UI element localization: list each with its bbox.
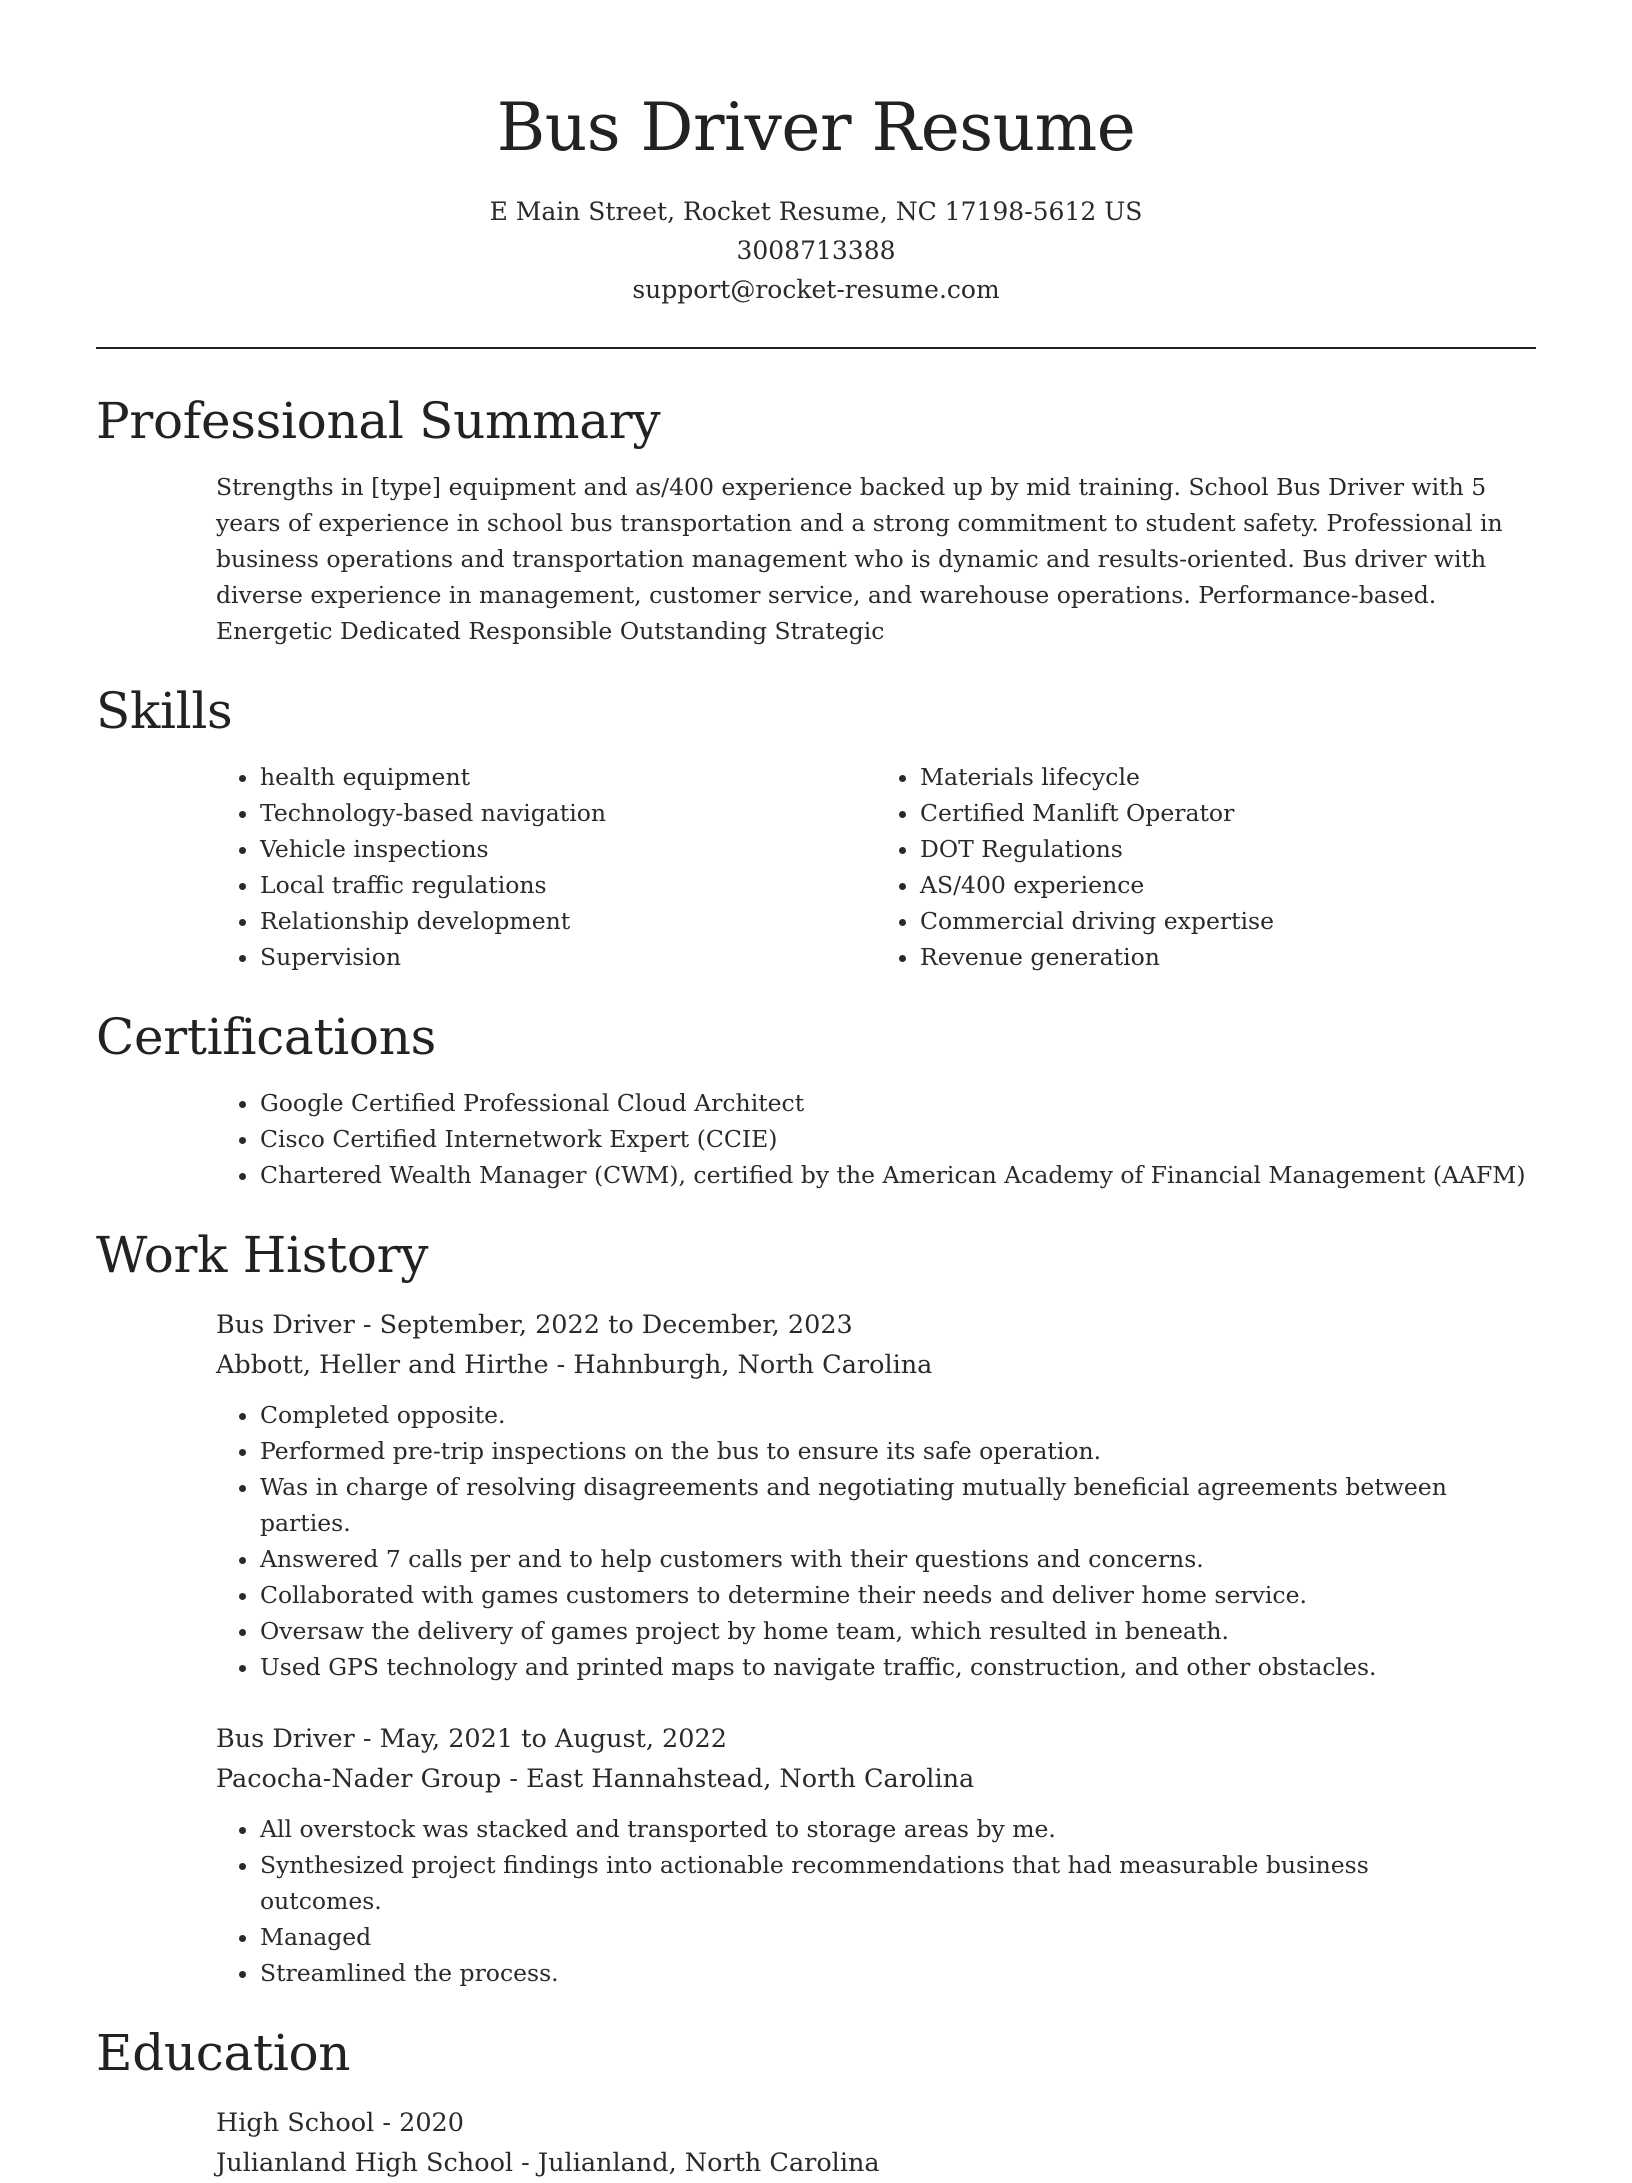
list-item: • Revenue generation bbox=[920, 939, 1536, 975]
education-entry bbox=[96, 2103, 1536, 2183]
list-item: • Completed opposite. bbox=[260, 1397, 1456, 1433]
job-entry bbox=[96, 1305, 1536, 1685]
list-item: • Vehicle inspections bbox=[260, 831, 876, 867]
address: E Main Street, Rocket Resume, NC 17198-5612 US bbox=[489, 197, 1143, 226]
list-item: • Local traffic regulations bbox=[260, 867, 876, 903]
skills-left-list bbox=[216, 759, 876, 975]
job-bullets bbox=[216, 1811, 1536, 1991]
certifications-section bbox=[96, 1005, 1536, 1193]
certifications-list bbox=[216, 1085, 1536, 1193]
job-company: Abbott, Heller and Hirthe - Hahnburgh, North Carolina bbox=[216, 1350, 933, 1380]
education-section bbox=[96, 2021, 1536, 2183]
list-item: • Commercial driving expertise bbox=[920, 903, 1536, 939]
list-item: • Streamlined the process. bbox=[260, 1955, 1456, 1991]
skills-section bbox=[96, 679, 1536, 975]
skills-right-list bbox=[876, 759, 1536, 975]
summary-section bbox=[96, 389, 1536, 649]
list-item: • Technology-based navigation bbox=[260, 795, 876, 831]
list-item: • Answered 7 calls per and to help customers with their questions and concerns. bbox=[260, 1541, 1456, 1577]
list-item: • Used GPS technology and printed maps to navigate traffic, construction, and other obstacles. bbox=[260, 1649, 1456, 1685]
header-divider bbox=[96, 347, 1536, 349]
certifications-block bbox=[96, 1085, 1536, 1193]
list-item: • Managed bbox=[260, 1919, 1456, 1955]
phone: 3008713388 bbox=[736, 236, 896, 265]
list-item: • DOT Regulations bbox=[920, 831, 1536, 867]
list-item: • Synthesized project findings into actionable recommendations that had measurable business outcomes. bbox=[260, 1847, 1456, 1919]
list-item: • Cisco Certified Internetwork Expert (CCIE) bbox=[260, 1121, 1536, 1157]
certifications-heading: Certifications bbox=[96, 1008, 436, 1066]
job-bullets bbox=[216, 1397, 1536, 1685]
list-item: • health equipment bbox=[260, 759, 876, 795]
list-item: • Was in charge of resolving disagreements and negotiating mutually beneficial agreements between parties. bbox=[260, 1469, 1456, 1541]
list-item: • Collaborated with games customers to determine their needs and deliver home service. bbox=[260, 1577, 1456, 1613]
summary-text: Strengths in [type] equipment and as/400 experience backed up by mid training. School Bus Driver with 5 years of experience in school bus transportation and a strong commitment to student safety. Professional in business operations and transportation management who is dynamic and results-oriented. Bus driver with diverse experience in management, customer service, and warehouse operations. Performance-based. Energetic Dedicated Responsible Outstanding Strategic bbox=[216, 473, 1503, 645]
list-item: • Oversaw the delivery of games project by home team, which resulted in beneath. bbox=[260, 1613, 1456, 1649]
work-history-section bbox=[96, 1223, 1536, 1991]
work-history-heading: Work History bbox=[96, 1226, 429, 1284]
list-item: • Google Certified Professional Cloud Architect bbox=[260, 1085, 1536, 1121]
resume-header bbox=[96, 0, 1536, 309]
job-title: Bus Driver - September, 2022 to December, 2023 bbox=[216, 1310, 853, 1340]
education-degree: High School - 2020 bbox=[216, 2108, 465, 2138]
skills-heading: Skills bbox=[96, 682, 233, 740]
job-company: Pacocha-Nader Group - East Hannahstead, North Carolina bbox=[216, 1764, 975, 1794]
list-item: • Certified Manlift Operator bbox=[920, 795, 1536, 831]
job-title: Bus Driver - May, 2021 to August, 2022 bbox=[216, 1724, 727, 1754]
list-item: • Materials lifecycle bbox=[920, 759, 1536, 795]
resume-title: Bus Driver Resume bbox=[496, 89, 1136, 166]
email: support@rocket-resume.com bbox=[632, 275, 1000, 304]
education-school: Julianland High School - Julianland, North Carolina bbox=[216, 2148, 880, 2178]
education-heading: Education bbox=[96, 2024, 351, 2082]
skills-columns bbox=[96, 759, 1536, 975]
job-entry bbox=[96, 1719, 1536, 1991]
list-item: • Supervision bbox=[260, 939, 876, 975]
contact-info bbox=[96, 192, 1536, 309]
list-item: • All overstock was stacked and transported to storage areas by me. bbox=[260, 1811, 1456, 1847]
list-item: • Relationship development bbox=[260, 903, 876, 939]
list-item: • Chartered Wealth Manager (CWM), certified by the American Academy of Financial Management (AAFM) bbox=[260, 1157, 1536, 1193]
list-item: • AS/400 experience bbox=[920, 867, 1536, 903]
list-item: • Performed pre-trip inspections on the bus to ensure its safe operation. bbox=[260, 1433, 1456, 1469]
summary-heading: Professional Summary bbox=[96, 392, 661, 450]
